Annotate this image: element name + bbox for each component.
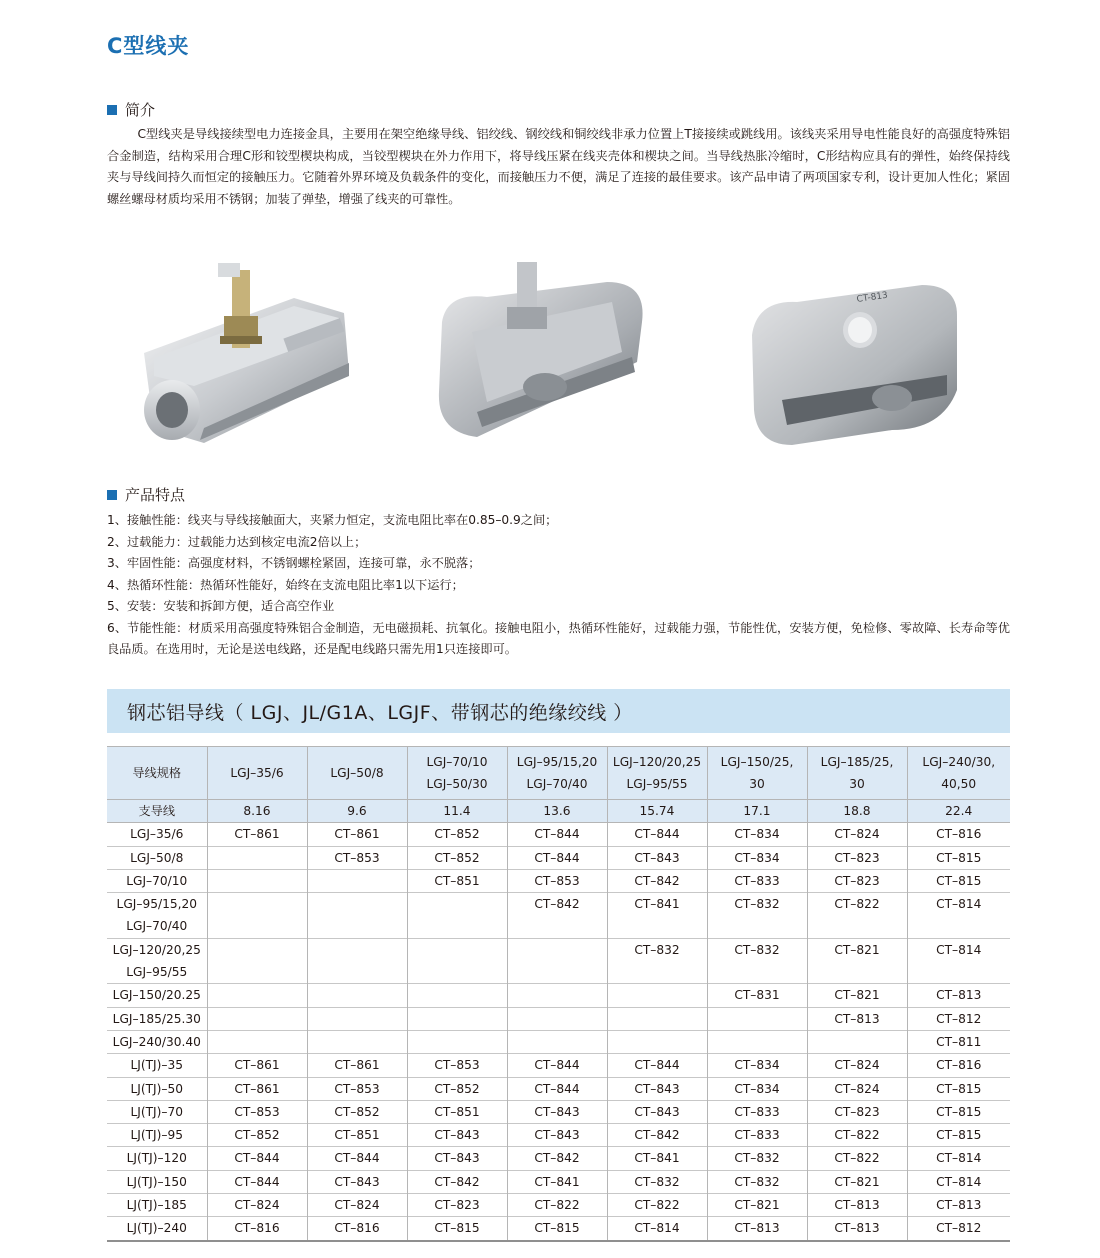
table-cell: CT–814 <box>907 1147 1010 1170</box>
header-cell: LGJ–35/6 <box>207 747 307 800</box>
table-cell: CT–812 <box>907 1217 1010 1241</box>
square-bullet-icon <box>107 105 117 115</box>
header-cell: LGJ–240/30, 40,50 <box>907 747 1010 800</box>
square-bullet-icon <box>107 490 117 500</box>
table-cell: CT–851 <box>307 1124 407 1147</box>
table-row <box>107 1007 1010 1030</box>
table-cell: CT–822 <box>807 893 907 939</box>
table-cell <box>207 938 307 984</box>
table-cell: CT–834 <box>707 1054 807 1077</box>
table-cell: CT–844 <box>207 1147 307 1170</box>
row-label-cell: LJ(TJ)–185 <box>107 1194 207 1217</box>
table-cell: CT–861 <box>207 1054 307 1077</box>
header-cell: LGJ–70/10 LGJ–50/30 <box>407 747 507 800</box>
table-cell: CT–824 <box>307 1194 407 1217</box>
table-cell: CT–832 <box>707 893 807 939</box>
table-cell: CT–833 <box>707 869 807 892</box>
row-label-cell: LGJ–240/30.40 <box>107 1030 207 1053</box>
table-cell: CT–832 <box>707 1170 807 1193</box>
table-header-row <box>107 747 1010 800</box>
table-cell <box>607 1030 707 1053</box>
row-label-cell: LGJ–95/15,20 LGJ–70/40 <box>107 893 207 939</box>
header-cell: LGJ–150/25, 30 <box>707 747 807 800</box>
header-cell: LGJ–50/8 <box>307 747 407 800</box>
ct-813-label: CT-813 <box>856 290 889 305</box>
table-cell: CT–816 <box>307 1217 407 1241</box>
table-subheader-row <box>107 800 1010 823</box>
table-cell: CT–831 <box>707 984 807 1007</box>
table-cell: CT–824 <box>807 1054 907 1077</box>
page-title: C型线夹 <box>107 34 190 58</box>
table-cell <box>407 893 507 939</box>
table-cell: CT–813 <box>807 1007 907 1030</box>
sub-value-cell: 13.6 <box>507 800 607 823</box>
table-cell <box>207 846 307 869</box>
row-label-cell: LJ(TJ)–150 <box>107 1170 207 1193</box>
table-row <box>107 846 1010 869</box>
feature-item: 1、接触性能：线夹与导线接触面大，夹紧力恒定，支流电阻比率在0.85–0.9之间； <box>107 513 558 527</box>
table-cell: CT–814 <box>607 1217 707 1241</box>
table-cell <box>307 1030 407 1053</box>
table-cell: CT–813 <box>907 1194 1010 1217</box>
table-row <box>107 1147 1010 1170</box>
table-cell <box>607 984 707 1007</box>
table-row <box>107 1077 1010 1100</box>
table-cell <box>607 1007 707 1030</box>
features-heading <box>107 484 185 505</box>
table-row <box>107 869 1010 892</box>
table-cell: CT–814 <box>907 893 1010 939</box>
table-cell <box>207 984 307 1007</box>
table-cell: CT–822 <box>807 1124 907 1147</box>
table-cell <box>507 1007 607 1030</box>
table-cell: CT–816 <box>207 1217 307 1241</box>
table-cell: CT–844 <box>207 1170 307 1193</box>
sub-value-cell: 11.4 <box>407 800 507 823</box>
table-cell: CT–814 <box>907 1170 1010 1193</box>
table-cell: CT–843 <box>507 1100 607 1123</box>
table-cell: CT–816 <box>907 823 1010 846</box>
table-cell <box>807 1030 907 1053</box>
table-cell: CT–833 <box>707 1100 807 1123</box>
table-cell: CT–834 <box>707 1077 807 1100</box>
table-cell: CT–861 <box>207 1077 307 1100</box>
sub-label-cell: 支导线 <box>107 800 207 823</box>
table-cell: CT–861 <box>207 823 307 846</box>
table-cell: CT–824 <box>807 823 907 846</box>
sub-value-cell: 17.1 <box>707 800 807 823</box>
table-cell <box>307 869 407 892</box>
table-cell: CT–822 <box>807 1147 907 1170</box>
table-cell: CT–811 <box>907 1030 1010 1053</box>
table-cell: CT–861 <box>307 823 407 846</box>
table-cell: CT–861 <box>307 1054 407 1077</box>
table-row <box>107 1194 1010 1217</box>
table-cell: CT–821 <box>707 1194 807 1217</box>
table-cell: CT–815 <box>907 846 1010 869</box>
table-row <box>107 823 1010 846</box>
table-row <box>107 1030 1010 1053</box>
row-label-cell: LGJ–150/20.25 <box>107 984 207 1007</box>
features-list <box>107 510 1010 661</box>
spec-table <box>107 746 1010 1242</box>
table-row <box>107 1124 1010 1147</box>
table-cell: CT–851 <box>407 1100 507 1123</box>
feature-item: 6、节能性能：材质采用高强度特殊铝合金制造，无电磁损耗、抗氧化。接触电阻小，热循环性能好，过载能力强，节能性优，安装方便，免检修、零故障、长寿命等优良品质。在选用时，无论是送电线路，还是配电线路只需先用1只连接即可。 <box>107 620 1010 656</box>
table-cell: CT–841 <box>507 1170 607 1193</box>
table-cell: CT–843 <box>507 1124 607 1147</box>
table-cell: CT–832 <box>607 938 707 984</box>
table-row <box>107 938 1010 984</box>
row-label-cell: LGJ–35/6 <box>107 823 207 846</box>
table-cell: CT–824 <box>807 1077 907 1100</box>
header-cell: LGJ–120/20,25 LGJ–95/55 <box>607 747 707 800</box>
table-cell: CT–833 <box>707 1124 807 1147</box>
feature-item: 5、安装：安装和拆卸方便，适合高空作业 <box>107 599 335 613</box>
table-cell: CT–823 <box>407 1194 507 1217</box>
intro-heading-label: 简介 <box>125 101 156 119</box>
table-cell: CT–815 <box>407 1217 507 1241</box>
table-cell: CT–815 <box>907 1077 1010 1100</box>
sub-value-cell: 22.4 <box>907 800 1010 823</box>
row-label-cell: LJ(TJ)–35 <box>107 1054 207 1077</box>
sub-value-cell: 8.16 <box>207 800 307 823</box>
table-cell: CT–813 <box>707 1217 807 1241</box>
row-label-cell: LJ(TJ)–50 <box>107 1077 207 1100</box>
table-cell: CT–816 <box>907 1054 1010 1077</box>
row-label-cell: LGJ–50/8 <box>107 846 207 869</box>
table-cell: CT–853 <box>307 1077 407 1100</box>
table-row <box>107 1170 1010 1193</box>
row-label-cell: LGJ–70/10 <box>107 869 207 892</box>
table-row <box>107 1217 1010 1241</box>
features-heading-label: 产品特点 <box>125 486 186 504</box>
table-cell: CT–815 <box>907 1124 1010 1147</box>
table-cell: CT–842 <box>607 869 707 892</box>
table-cell: CT–821 <box>807 1170 907 1193</box>
table-cell: CT–821 <box>807 938 907 984</box>
header-cell: LGJ–185/25, 30 <box>807 747 907 800</box>
table-cell: CT–844 <box>507 846 607 869</box>
table-cell: CT–844 <box>607 1054 707 1077</box>
table-cell: CT–841 <box>607 1147 707 1170</box>
row-label-cell: LGJ–120/20,25 LGJ–95/55 <box>107 938 207 984</box>
table-cell: CT–853 <box>407 1054 507 1077</box>
table-cell: CT–823 <box>807 1100 907 1123</box>
table-cell: CT–812 <box>907 1007 1010 1030</box>
table-cell <box>307 1007 407 1030</box>
table-body <box>107 823 1010 1241</box>
table-cell: CT–844 <box>607 823 707 846</box>
table-cell: CT–843 <box>307 1170 407 1193</box>
table-cell: CT–844 <box>507 1054 607 1077</box>
c-clamp-photo-3 <box>742 280 982 450</box>
header-cell: LGJ–95/15,20 LGJ–70/40 <box>507 747 607 800</box>
table-cell <box>207 893 307 939</box>
row-label-cell: LJ(TJ)–240 <box>107 1217 207 1241</box>
table-cell: CT–844 <box>307 1147 407 1170</box>
table-cell: CT–815 <box>907 869 1010 892</box>
sub-value-cell: 18.8 <box>807 800 907 823</box>
table-cell <box>407 1007 507 1030</box>
table-cell: CT–813 <box>807 1194 907 1217</box>
table-cell: CT–832 <box>707 1147 807 1170</box>
table-cell: CT–842 <box>507 893 607 939</box>
table-cell: CT–844 <box>507 1077 607 1100</box>
table-cell: CT–851 <box>407 869 507 892</box>
table-row <box>107 984 1010 1007</box>
table-cell: CT–844 <box>507 823 607 846</box>
table-cell <box>207 1030 307 1053</box>
table-cell <box>407 984 507 1007</box>
feature-item: 4、热循环性能：热循环性能好，始终在支流电阻比率1以下运行； <box>107 577 464 592</box>
table-cell: CT–834 <box>707 823 807 846</box>
intro-heading <box>107 99 155 120</box>
table-cell <box>207 869 307 892</box>
table-cell: CT–832 <box>707 938 807 984</box>
table-cell: CT–813 <box>907 984 1010 1007</box>
table-cell: CT–852 <box>307 1100 407 1123</box>
header-label-cell: 导线规格 <box>107 747 207 800</box>
table-cell: CT–852 <box>407 1077 507 1100</box>
table-cell <box>507 938 607 984</box>
table-banner-title: 钢芯铝导线（ LGJ、JL/G1A、LGJF、带钢芯的绝缘绞线 ） <box>127 702 633 724</box>
table-cell: CT–815 <box>907 1100 1010 1123</box>
table-cell: CT–823 <box>807 869 907 892</box>
table-cell: CT–853 <box>207 1100 307 1123</box>
table-cell <box>307 893 407 939</box>
table-cell: CT–814 <box>907 938 1010 984</box>
table-cell: CT–842 <box>607 1124 707 1147</box>
table-cell <box>707 1007 807 1030</box>
row-label-cell: LJ(TJ)–70 <box>107 1100 207 1123</box>
table-cell: CT–842 <box>407 1170 507 1193</box>
table-cell: CT–834 <box>707 846 807 869</box>
product-photos <box>107 240 1010 460</box>
table-cell: CT–843 <box>407 1124 507 1147</box>
table-row <box>107 1054 1010 1077</box>
row-label-cell: LGJ–185/25.30 <box>107 1007 207 1030</box>
table-cell: CT–841 <box>607 893 707 939</box>
table-cell: CT–813 <box>807 1217 907 1241</box>
table-cell <box>207 1007 307 1030</box>
table-cell <box>407 1030 507 1053</box>
feature-item: 2、过载能力：过载能力达到核定电流2倍以上； <box>107 534 367 549</box>
table-cell: CT–853 <box>307 846 407 869</box>
table-cell: CT–822 <box>507 1194 607 1217</box>
feature-item: 3、牢固性能：高强度材料，不锈钢螺栓紧固，连接可靠，永不脱落； <box>107 556 481 570</box>
table-cell: CT–853 <box>507 869 607 892</box>
table-cell: CT–843 <box>607 846 707 869</box>
table-row <box>107 893 1010 939</box>
table-cell: CT–843 <box>607 1100 707 1123</box>
table-cell: CT–815 <box>507 1217 607 1241</box>
table-cell: CT–823 <box>807 846 907 869</box>
table-cell <box>307 938 407 984</box>
row-label-cell: LJ(TJ)–120 <box>107 1147 207 1170</box>
table-cell <box>407 938 507 984</box>
table-cell: CT–832 <box>607 1170 707 1193</box>
table-cell: CT–824 <box>207 1194 307 1217</box>
table-banner <box>107 689 1010 733</box>
table-cell: CT–843 <box>407 1147 507 1170</box>
table-cell: CT–852 <box>207 1124 307 1147</box>
c-clamp-photo-2 <box>427 262 657 442</box>
table-cell: CT–852 <box>407 823 507 846</box>
sub-value-cell: 15.74 <box>607 800 707 823</box>
table-row <box>107 1100 1010 1123</box>
table-cell <box>507 1030 607 1053</box>
table-cell: CT–842 <box>507 1147 607 1170</box>
c-clamp-photo-1 <box>134 258 374 458</box>
table-cell: CT–822 <box>607 1194 707 1217</box>
table-cell <box>307 984 407 1007</box>
table-cell: CT–821 <box>807 984 907 1007</box>
table-cell <box>507 984 607 1007</box>
row-label-cell: LJ(TJ)–95 <box>107 1124 207 1147</box>
intro-paragraph: C型线夹是导线接续型电力连接金具，主要用在架空绝缘导线、铝绞线、钢绞线和铜绞线非承力位置上T接接续或跳线用。该线夹采用导电性能良好的高强度特殊铝合金制造，结构采用合理C形和铰型楔块构成，当铰型楔块在外力作用下，将导线压紧在线夹壳体和楔块之间。当导线热胀冷缩时，C形结构应具有的弹性，始终保持线夹与导线间持久而恒定的接触压力。它随着外界环境及负载条件的变化，而接触压力不便，满足了连接的最佳要求。该产品申请了两项国家专利，设计更加人性化；紧固螺丝螺母材质均采用不锈钢；加装了弹垫，增强了线夹的可靠性。 <box>107 127 1010 206</box>
table-cell <box>707 1030 807 1053</box>
sub-value-cell: 9.6 <box>307 800 407 823</box>
table-cell: CT–843 <box>607 1077 707 1100</box>
table-cell: CT–852 <box>407 846 507 869</box>
